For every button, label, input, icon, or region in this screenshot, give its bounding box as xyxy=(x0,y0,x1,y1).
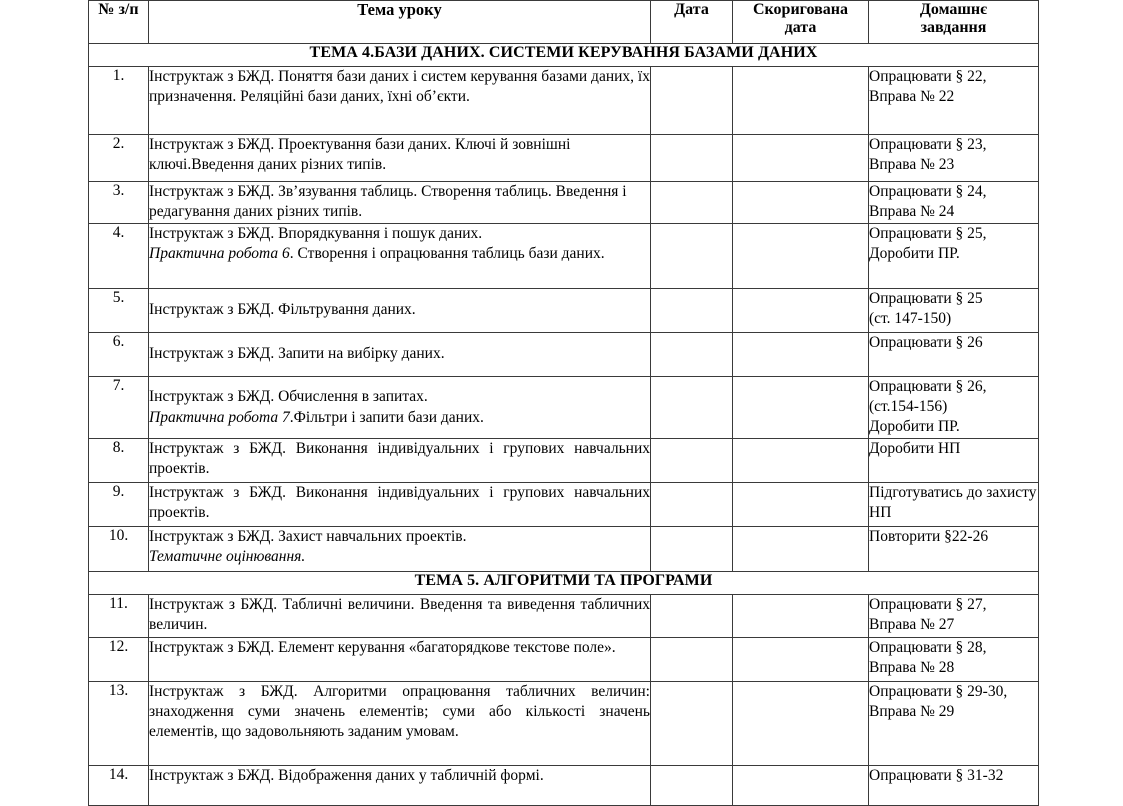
table-row xyxy=(89,527,1039,572)
topic-text: Інструктаж з БЖД. Елемент керування «багаторядкове текстове поле». xyxy=(149,639,616,656)
cell-number: 1. xyxy=(89,67,149,135)
cell-topic xyxy=(149,439,651,483)
column-header-homework xyxy=(869,1,1039,44)
topic-text-continued: .Фільтри і запити бази даних. xyxy=(289,408,484,426)
cell-corrected-date[interactable] xyxy=(733,439,869,483)
topic-text: Інструктаж з БЖД. Зв’язування таблиць. Створення таблиць. Введення і редагування даних різних типів. xyxy=(149,183,627,221)
cell-date[interactable] xyxy=(651,135,733,182)
cell-homework: Опрацювати § 25, Доробити ПР. xyxy=(869,224,1039,289)
column-header-date: Дата xyxy=(651,1,733,44)
header-row xyxy=(89,1,1039,44)
topic-text: Інструктаж з БЖД. Захист навчальних проектів. xyxy=(149,528,467,545)
cell-date[interactable] xyxy=(651,766,733,806)
homework-line-2: завдання xyxy=(920,18,987,36)
topic-text: Інструктаж з БЖД. Табличні величини. Введення та виведення табличних величин. xyxy=(149,596,650,634)
cell-homework: Опрацювати § 27, Вправа № 27 xyxy=(869,595,1039,638)
table-row xyxy=(89,135,1039,182)
topic-text: Інструктаж з БЖД. Впорядкування і пошук даних. xyxy=(149,225,483,242)
column-header-corrected-date xyxy=(733,1,869,44)
cell-corrected-date[interactable] xyxy=(733,682,869,766)
cell-number: 8. xyxy=(89,439,149,483)
table-row xyxy=(89,439,1039,483)
cell-date[interactable] xyxy=(651,483,733,527)
cell-number: 9. xyxy=(89,483,149,527)
cell-topic xyxy=(149,377,651,439)
topic-text: Інструктаж з БЖД. Відображення даних у табличній формі. xyxy=(149,767,544,784)
cell-number: 3. xyxy=(89,182,149,224)
table-row xyxy=(89,377,1039,439)
cell-number: 10. xyxy=(89,527,149,572)
homework-line-1: Домашнє xyxy=(919,1,988,18)
cell-number: 2. xyxy=(89,135,149,182)
cell-corrected-date[interactable] xyxy=(733,182,869,224)
column-header-topic: Тема уроку xyxy=(149,1,651,44)
topic-text: Інструктаж з БЖД. Обчислення в запитах. xyxy=(149,388,428,406)
corrected-date-line-1: Скоригована xyxy=(752,1,848,18)
cell-homework: Підготуватись до захисту НП xyxy=(869,483,1039,527)
cell-number: 11. xyxy=(89,595,149,638)
table-row xyxy=(89,595,1039,638)
cell-date[interactable] xyxy=(651,67,733,135)
cell-corrected-date[interactable] xyxy=(733,527,869,572)
cell-corrected-date[interactable] xyxy=(733,224,869,289)
cell-homework: Опрацювати § 26 xyxy=(869,333,1039,377)
topic-text-continued: . Створення і опрацювання таблиць бази даних. xyxy=(289,245,605,263)
cell-topic xyxy=(149,766,651,806)
lesson-plan-table xyxy=(88,0,1039,806)
cell-date[interactable] xyxy=(651,377,733,439)
cell-number: 13. xyxy=(89,682,149,766)
cell-date[interactable] xyxy=(651,439,733,483)
table-row xyxy=(89,333,1039,377)
cell-number: 14. xyxy=(89,766,149,806)
table-row xyxy=(89,638,1039,682)
cell-date[interactable] xyxy=(651,289,733,333)
topic-text: Інструктаж з БЖД. Проектування бази даних. Ключі й зовнішні ключі.Введення даних різних типів. xyxy=(149,136,571,174)
cell-homework: Опрацювати § 24, Вправа № 24 xyxy=(869,182,1039,224)
cell-topic xyxy=(149,289,651,333)
table-body xyxy=(89,44,1039,806)
cell-corrected-date[interactable] xyxy=(733,595,869,638)
cell-homework: Повторити §22-26 xyxy=(869,527,1039,572)
cell-topic xyxy=(149,182,651,224)
cell-date[interactable] xyxy=(651,333,733,377)
cell-number: 5. xyxy=(89,289,149,333)
cell-homework: Опрацювати § 25 (ст. 147-150) xyxy=(869,289,1039,333)
topic-text: Інструктаж з БЖД. Фільтрування даних. xyxy=(149,301,416,319)
cell-corrected-date[interactable] xyxy=(733,766,869,806)
column-header-number: № з/п xyxy=(89,1,149,44)
table-header xyxy=(89,1,1039,44)
cell-number: 12. xyxy=(89,638,149,682)
cell-corrected-date[interactable] xyxy=(733,67,869,135)
cell-date[interactable] xyxy=(651,527,733,572)
table-row xyxy=(89,483,1039,527)
table-row xyxy=(89,682,1039,766)
cell-topic xyxy=(149,638,651,682)
cell-number: 4. xyxy=(89,224,149,289)
topic-practical-work-label: Практична робота 7 xyxy=(149,408,290,426)
cell-topic xyxy=(149,682,651,766)
cell-topic xyxy=(149,527,651,572)
section-title: ТЕМА 4.БАЗИ ДАНИХ. СИСТЕМИ КЕРУВАННЯ БАЗАМИ ДАНИХ xyxy=(89,44,1039,67)
cell-homework: Опрацювати § 22, Вправа № 22 xyxy=(869,67,1039,135)
cell-topic xyxy=(149,595,651,638)
cell-date[interactable] xyxy=(651,682,733,766)
topic-text: Інструктаж з БЖД. Виконання індивідуальних і групових навчальних проектів. xyxy=(149,484,650,522)
cell-date[interactable] xyxy=(651,182,733,224)
cell-number: 6. xyxy=(89,333,149,377)
topic-practical-work-label: Практична робота 6 xyxy=(149,245,290,263)
cell-topic xyxy=(149,67,651,135)
table-row xyxy=(89,289,1039,333)
cell-corrected-date[interactable] xyxy=(733,333,869,377)
cell-homework: Опрацювати § 29-30, Вправа № 29 xyxy=(869,682,1039,766)
corrected-date-line-2: дата xyxy=(784,18,817,36)
topic-text: Інструктаж з БЖД. Виконання індивідуальних і групових навчальних проектів. xyxy=(149,440,650,478)
cell-topic xyxy=(149,333,651,377)
cell-topic xyxy=(149,224,651,289)
cell-number: 7. xyxy=(89,377,149,439)
cell-corrected-date[interactable] xyxy=(733,289,869,333)
topic-text: Інструктаж з БЖД. Поняття бази даних і систем керування базами даних, їх призначення. Реляційні бази даних, їхні об’єкти. xyxy=(149,68,650,106)
cell-corrected-date[interactable] xyxy=(733,377,869,439)
section-header-row xyxy=(89,44,1039,67)
table-row xyxy=(89,67,1039,135)
cell-corrected-date[interactable] xyxy=(733,483,869,527)
cell-homework: Доробити НП xyxy=(869,439,1039,483)
cell-corrected-date[interactable] xyxy=(733,638,869,682)
cell-homework: Опрацювати § 23, Вправа № 23 xyxy=(869,135,1039,182)
topic-text: Інструктаж з БЖД. Запити на вибірку даних. xyxy=(149,345,445,363)
cell-date[interactable] xyxy=(651,595,733,638)
section-title: ТЕМА 5. АЛГОРИТМИ ТА ПРОГРАМИ xyxy=(89,572,1039,595)
topic-practical-work-label: Тематичне оцінювання. xyxy=(149,548,306,566)
lesson-plan-table-wrapper xyxy=(88,0,1038,806)
cell-corrected-date[interactable] xyxy=(733,135,869,182)
cell-date[interactable] xyxy=(651,638,733,682)
cell-date[interactable] xyxy=(651,224,733,289)
table-row xyxy=(89,224,1039,289)
table-row xyxy=(89,182,1039,224)
cell-homework: Опрацювати § 28, Вправа № 28 xyxy=(869,638,1039,682)
cell-homework: Опрацювати § 26, (ст.154-156) Доробити ПР. xyxy=(869,377,1039,439)
cell-topic xyxy=(149,483,651,527)
cell-topic xyxy=(149,135,651,182)
table-row xyxy=(89,766,1039,806)
section-header-row xyxy=(89,572,1039,595)
cell-homework: Опрацювати § 31-32 xyxy=(869,766,1039,806)
topic-text: Інструктаж з БЖД. Алгоритми опрацювання табличних величин: знаходження суми значень елементів; суми або кількості значень елементів, що задовольняють заданим умовам. xyxy=(149,683,650,741)
